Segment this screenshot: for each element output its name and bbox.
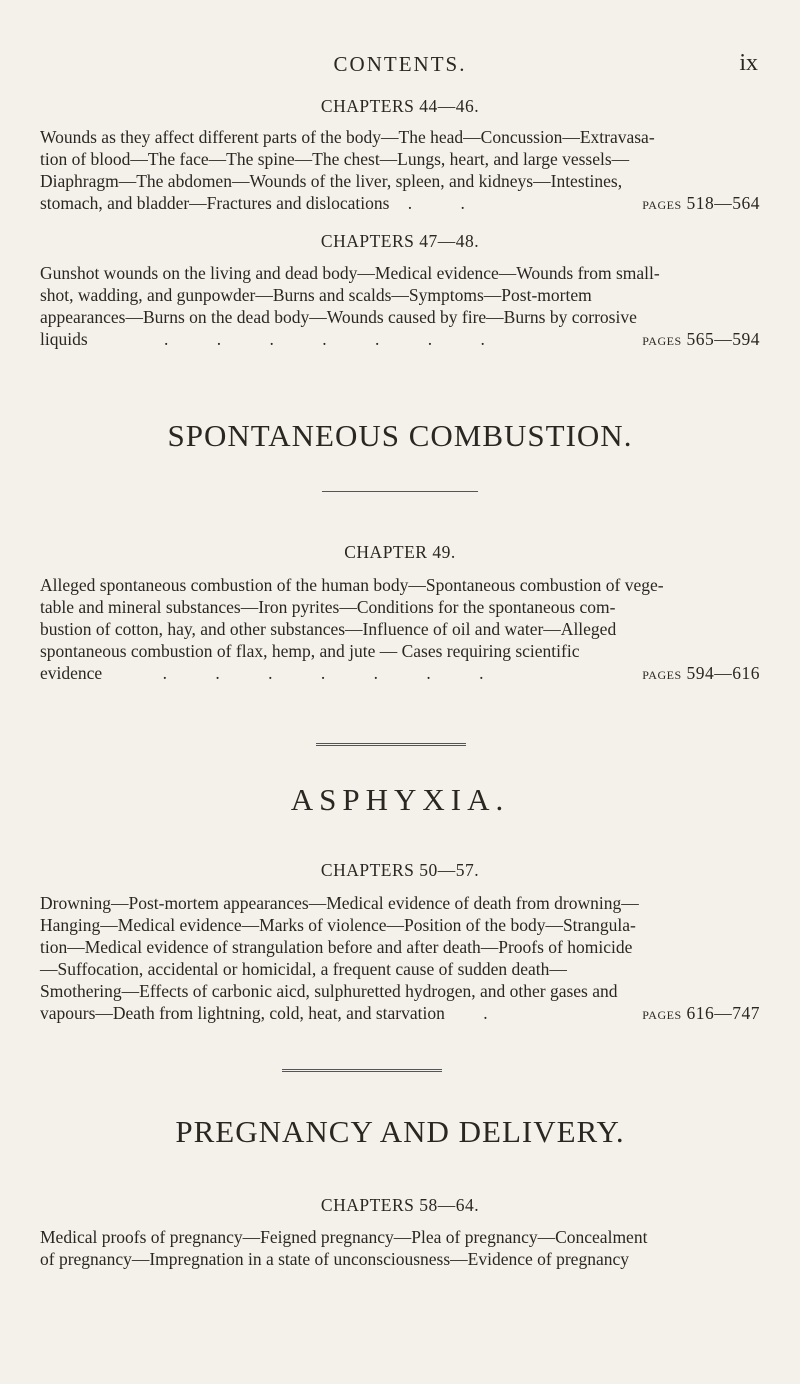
summary-line: Alleged spontaneous combustion of the human body—Spontaneous combustion of vege- (40, 575, 664, 595)
summary-line: vapours—Death from lightning, cold, heat, and starvation (40, 1003, 445, 1023)
summary-line: tion—Medical evidence of strangulation before and after death—Proofs of homicide (40, 937, 633, 957)
chapters-heading: CHAPTERS 50—57. (320, 860, 480, 880)
chapters-heading: CHAPTERS 47—48. (320, 231, 480, 251)
divider-rule (316, 743, 466, 748)
section-title: PREGNANCY AND DELIVERY. (175, 1114, 625, 1149)
chapters-heading: CHAPTER 49. (344, 542, 456, 562)
summary-line: stomach, and bladder—Fractures and dislocations (40, 193, 390, 213)
summary-line: table and mineral substances—Iron pyrites—Conditions for the spontaneous com- (40, 597, 616, 617)
summary-line-last (40, 662, 760, 684)
summary-line: shot, wadding, and gunpowder—Burns and scalds—Symptoms—Post-mortem (40, 285, 592, 305)
section-title: SPONTANEOUS COMBUSTION. (167, 418, 633, 453)
divider-rule (282, 1069, 442, 1074)
summary-line: Smothering—Effects of carbonic aicd, sulphuretted hydrogen, and other gases and (40, 981, 618, 1001)
summary-line: Medical proofs of pregnancy—Feigned pregnancy—Plea of pregnancy—Concealment (40, 1227, 648, 1247)
summary-line: Diaphragm—The abdomen—Wounds of the liver, spleen, and kidneys—Intestines, (40, 171, 623, 191)
summary-line: of pregnancy—Impregnation in a state of unconsciousness—Evidence of pregnancy (40, 1249, 629, 1269)
running-title: CONTENTS. (333, 52, 467, 76)
page-range: pages 518—564 (642, 193, 760, 213)
chapters-heading: CHAPTERS 44—46. (320, 96, 480, 116)
summary-line: evidence (40, 663, 103, 683)
summary-line: —Suffocation, accidental or homicidal, a frequent cause of sudden death— (40, 959, 567, 979)
summary-line-last (40, 1002, 760, 1024)
dot-leader: . . (407, 193, 487, 213)
page-range: pages 616—747 (642, 1003, 760, 1023)
divider-rule (322, 491, 478, 492)
summary-line-last (40, 328, 760, 350)
chapter-summary (40, 574, 760, 684)
page-number: ix (739, 50, 758, 76)
running-head (0, 50, 800, 80)
page-range: pages 594—616 (642, 663, 760, 683)
chapter-summary (40, 262, 760, 350)
summary-line: appearances—Burns on the dead body—Wounds caused by fire—Burns by corrosive (40, 307, 637, 327)
page-range: pages 565—594 (642, 329, 760, 349)
chapter-summary (40, 1226, 760, 1270)
summary-line: Hanging—Medical evidence—Marks of violence—Position of the body—Strangula- (40, 915, 636, 935)
chapter-summary (40, 892, 760, 1024)
chapter-summary (40, 126, 760, 214)
summary-line-last (40, 192, 760, 214)
summary-line: bustion of cotton, hay, and other substances—Influence of oil and water—Alleged (40, 619, 617, 639)
dot-leader: . (483, 1003, 510, 1023)
summary-line: Wounds as they affect different parts of the body—The head—Concussion—Extravasa- (40, 127, 655, 147)
summary-line: Drowning—Post-mortem appearances—Medical evidence of death from drowning— (40, 893, 639, 913)
chapters-heading: CHAPTERS 58—64. (320, 1195, 480, 1215)
summary-line: tion of blood—The face—The spine—The chest—Lungs, heart, and large vessels— (40, 149, 630, 169)
summary-line: spontaneous combustion of flax, hemp, and jute — Cases requiring scientific (40, 641, 580, 661)
dot-leader: . . . . . . . (164, 329, 507, 349)
summary-line: Gunshot wounds on the living and dead body—Medical evidence—Wounds from small- (40, 263, 660, 283)
dot-leader: . . . . . . . (162, 663, 506, 683)
summary-line: liquids (40, 329, 88, 349)
section-title: ASPHYXIA. (290, 782, 510, 817)
